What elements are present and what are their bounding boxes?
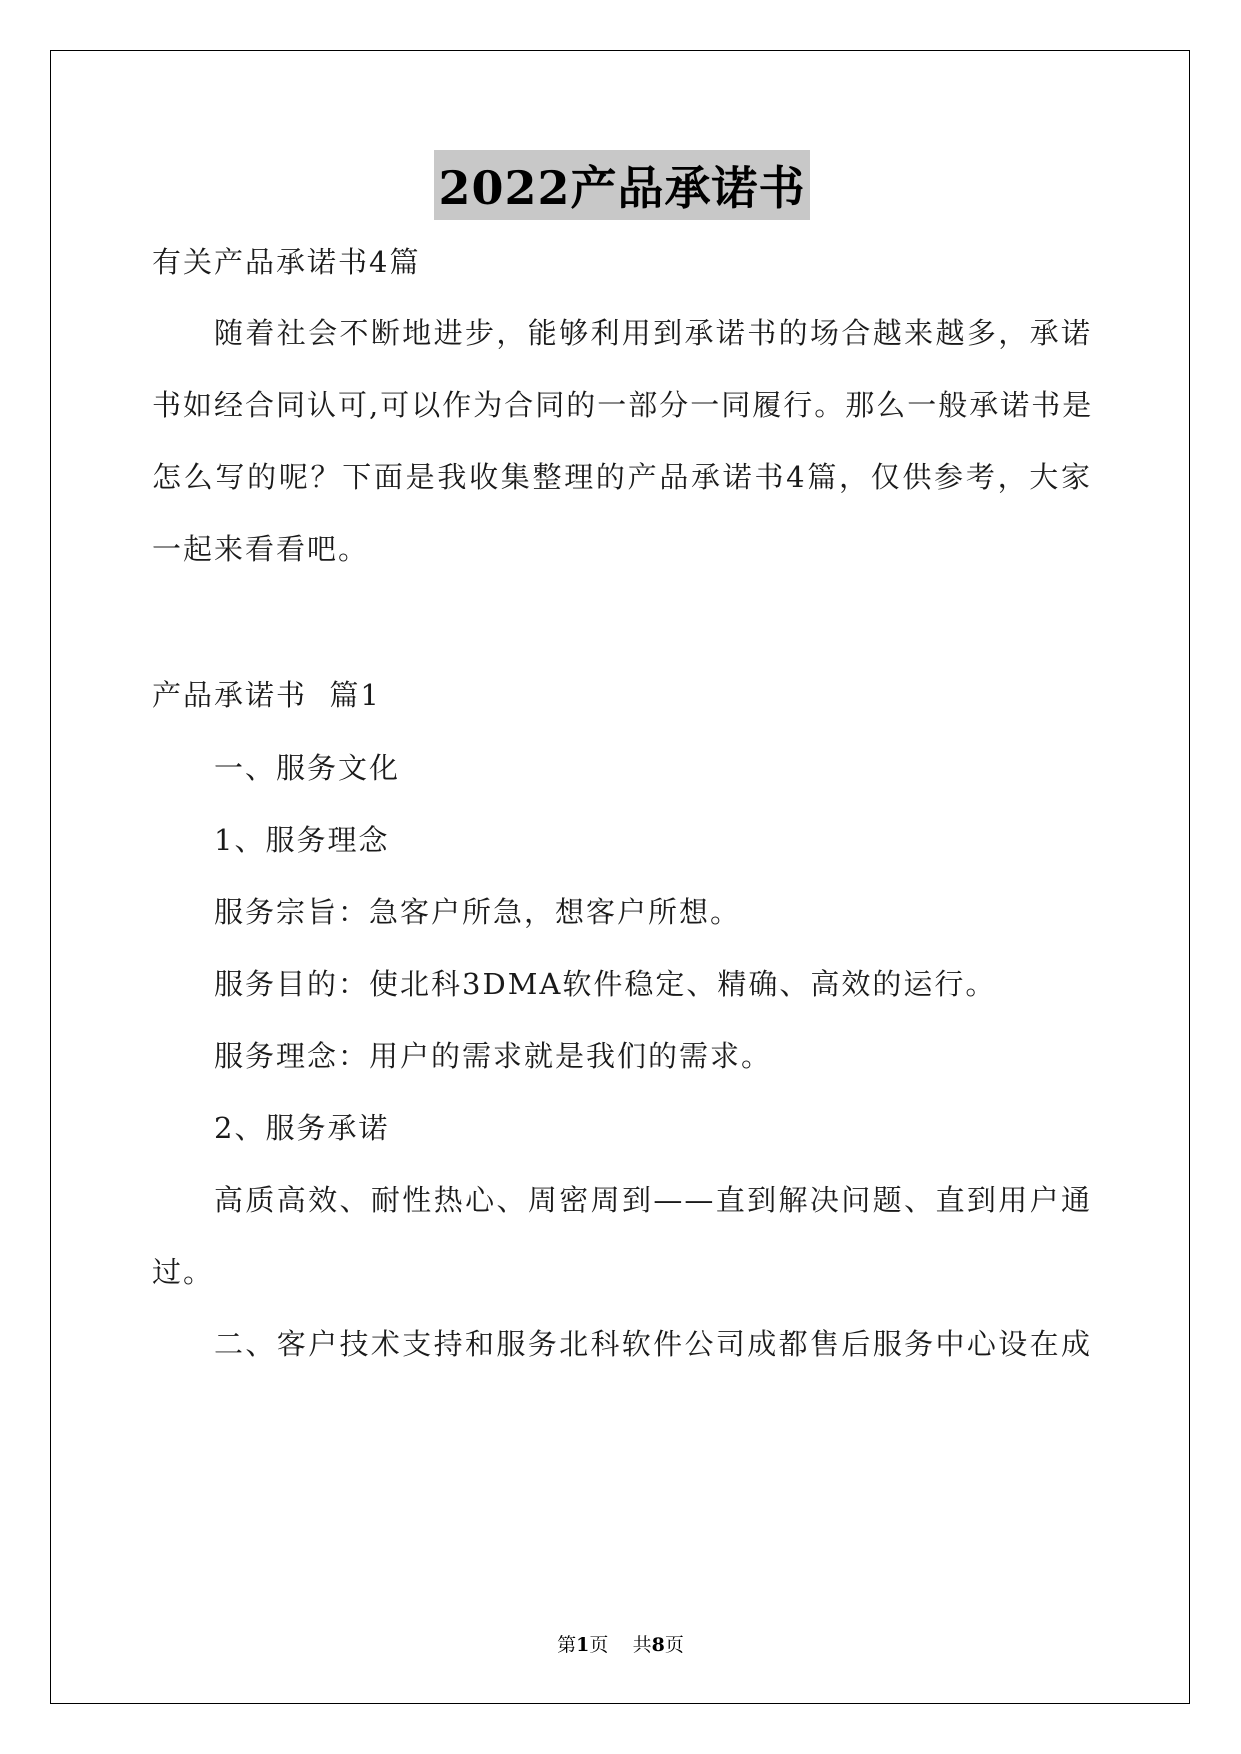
page-suffix: 页 bbox=[589, 1634, 609, 1656]
paragraph-service-goal: 服务目的：使北科3DMA软件稳定、精确、高效的运行。 bbox=[214, 967, 997, 1001]
page-current: 1 bbox=[576, 1634, 590, 1656]
page-total: 8 bbox=[651, 1634, 665, 1656]
document-subtitle: 有关产品承诺书4篇 bbox=[152, 245, 421, 279]
heading-service-concept: 1、服务理念 bbox=[214, 823, 390, 857]
document-title: 2022产品承诺书 bbox=[434, 150, 809, 220]
heading-service-promise: 2、服务承诺 bbox=[214, 1111, 390, 1145]
paragraph-service-purpose: 服务宗旨：急客户所急，想客户所想。 bbox=[214, 895, 742, 929]
page-footer bbox=[0, 1630, 1241, 1657]
intro-line-4: 一起来看看吧。 bbox=[152, 532, 370, 566]
paragraph-service-idea: 服务理念：用户的需求就是我们的需求。 bbox=[214, 1039, 773, 1073]
total-prefix: 共 bbox=[632, 1634, 652, 1656]
intro-line-2: 书如经合同认可,可以作为合同的一部分一同履行。那么一般承诺书是 bbox=[152, 388, 1094, 422]
title-container bbox=[152, 150, 1092, 220]
heading-customer-support: 二、客户技术支持和服务北科软件公司成都售后服务中心设在成 bbox=[214, 1327, 1092, 1361]
page-border bbox=[50, 50, 1190, 1704]
intro-line-3: 怎么写的呢？下面是我收集整理的产品承诺书4篇，仅供参考，大家 bbox=[152, 460, 1092, 494]
total-suffix: 页 bbox=[664, 1634, 684, 1656]
page-prefix: 第 bbox=[557, 1634, 577, 1656]
intro-line-1: 随着社会不断地进步，能够利用到承诺书的场合越来越多，承诺 bbox=[214, 316, 1092, 350]
heading-service-culture: 一、服务文化 bbox=[214, 751, 401, 785]
paragraph-promise-line-2: 过。 bbox=[152, 1255, 215, 1289]
paragraph-promise-line-1: 高质高效、耐性热心、周密周到——直到解决问题、直到用户通 bbox=[214, 1183, 1092, 1217]
section-heading: 产品承诺书 篇1 bbox=[152, 678, 381, 712]
